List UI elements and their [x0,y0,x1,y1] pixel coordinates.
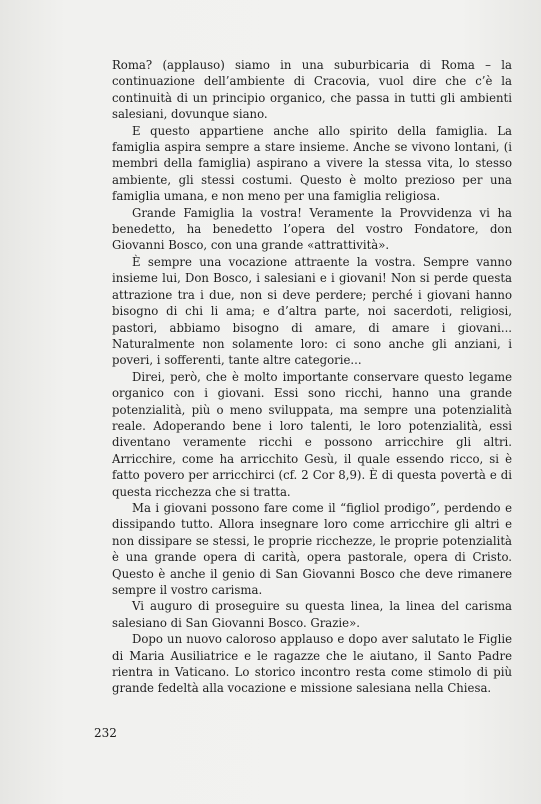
paragraph-7: Vi auguro di proseguire su questa linea, la linea del carisma salesiano di San Giovanni Bosco. Grazie». [112,599,512,630]
paragraph-5: Direi, però, che è molto importante conservare questo legame organico con i giovani. Essi sono ricchi, hanno una grande potenzialità, più o meno sviluppata, ma sempre una potenzialità reale. Adoperando bene i loro talenti, le loro potenzialità, essi diventano veramente ricchi e possono arricchire gli altri. Arricchire, come ha arricchito Gesù, il quale essendo ricco, si è fatto povero per arricchirci (cf. 2 Cor 8,9). È di questa povertà e di questa ricchezza che si tratta. [112,369,512,499]
paragraph-1: Roma? (applauso) siamo in una suburbicaria di Roma – la continuazione dell’ambiente di Cracovia, vuol dire che c’è la continuità di un principio organico, che passa in tutti gli ambienti salesiani, dovunque siano. [112,58,512,122]
paragraph-8: Dopo un nuovo caloroso applauso e dopo aver salutato le Figlie di Maria Ausiliatrice e le ragazze che le aiutano, il Santo Padre rientra in Vaticano. Lo storico incontro resta come stimolo di più grande fedeltà alla vocazione e missione salesiana nella Chiesa. [112,632,512,696]
body-text [112,57,512,697]
page-number: 232 [94,726,117,740]
paragraph-4: È sempre una vocazione attraente la vostra. Sempre vanno insieme lui, Don Bosco, i salesiani e i giovani! Non si perde questa attrazione tra i due, non si deve perdere; perché i giovani hanno bisogno di chi li ama; e d’altra parte, noi sacerdoti, religiosi, pastori, abbiamo bisogno di amare, di amare i giovani... Naturalmente non solamente loro: ci sono anche gli anziani, i poveri, i sofferenti, tante altre categorie... [112,254,512,368]
paragraph-2: E questo appartiene anche allo spirito della famiglia. La famiglia aspira sempre a stare insieme. Anche se vivono lontani, (i membri della famiglia) aspirano a vivere la stessa vita, lo stesso ambiente, gli stessi costumi. Questo è molto prezioso per una famiglia umana, e non meno per una famiglia religiosa. [112,123,512,204]
paragraph-3: Grande Famiglia la vostra! Veramente la Provvidenza vi ha benedetto, ha benedetto l’opera del vostro Fondatore, don Giovanni Bosco, con una grande «attrattività». [112,205,512,253]
paragraph-6: Ma i giovani possono fare come il “figliol prodigo”, perdendo e dissipando tutto. Allora insegnare loro come arricchire gli altri e non dissipare se stessi, le proprie ricchezze, le proprie potenzialità è una grande opera di carità, opera pastorale, opera di Cristo. Questo è anche il genio di San Giovanni Bosco che deve rimanere sempre il vostro carisma. [112,500,512,597]
